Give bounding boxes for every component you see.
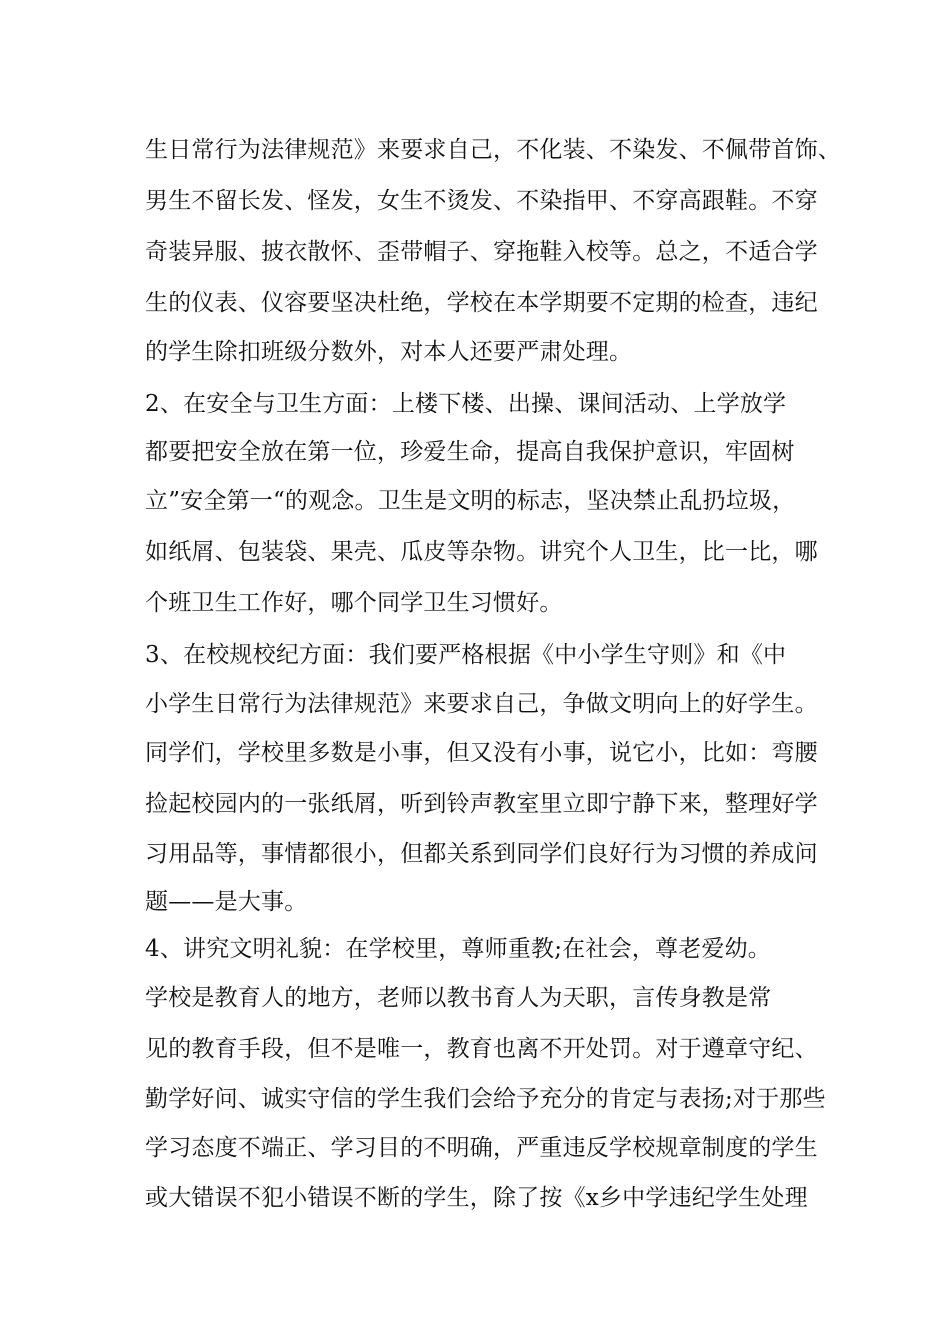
text-line: 3、在校规校纪方面：我们要严格根据《中小学生守则》和《中 xyxy=(145,642,787,668)
text-line: 2、在安全与卫生方面：上楼下楼、出操、课间活动、上学放学 xyxy=(145,391,787,417)
text-line: 的学生除扣班级分数外，对本人还要严肃处理。 xyxy=(145,339,633,365)
text-line: 4、讲究文明礼貌：在学校里，尊师重教;在社会，尊老爱幼。 xyxy=(145,936,771,962)
text-line: 学习态度不端正、学习目的不明确，严重违反学校规章制度的学生 xyxy=(145,1135,818,1161)
text-line: 男生不留长发、怪发，女生不烫发、不染指甲、不穿高跟鞋。不穿 xyxy=(145,188,818,214)
text-line: 奇装异服、披衣散怀、歪带帽子、穿拖鞋入校等。总之，不适合学 xyxy=(145,239,818,265)
text-line: 个班卫生工作好，哪个同学卫生习惯好。 xyxy=(145,590,563,616)
text-line: 题——是大事。 xyxy=(145,889,308,915)
text-line: 勤学好问、诚实守信的学生我们会给予充分的肯定与表扬;对于那些 xyxy=(145,1086,826,1112)
text-line: 同学们，学校里多数是小事，但又没有小事，说它小，比如：弯腰 xyxy=(145,740,818,766)
text-line: 学校是教育人的地方，老师以教书育人为天职，言传身教是常 xyxy=(145,985,772,1011)
text-line: 如纸屑、包装袋、果壳、瓜皮等杂物。讲究个人卫生，比一比，哪 xyxy=(145,539,818,565)
text-line: 习用品等，事情都很小，但都关系到同学们良好行为习惯的养成问 xyxy=(145,841,818,867)
text-line: 生的仪表、仪容要坚决杜绝，学校在本学期要不定期的检查，违纪 xyxy=(145,290,818,316)
text-line: 生日常行为法律规范》来要求自己，不化装、不染发、不佩带首饰、 xyxy=(145,137,841,163)
text-line: 见的教育手段，但不是唯一，教育也离不开处罚。对于遵章守纪、 xyxy=(145,1036,818,1062)
text-line: 都要把安全放在第一位，珍爱生命，提高自我保护意识，牢固树 xyxy=(145,439,795,465)
text-line: 或大错误不犯小错误不断的学生，除了按《x乡中学违纪学生处理 xyxy=(145,1185,808,1211)
text-line: 立”安全第一“的观念。卫生是文明的标志，坚决禁止乱扔垃圾， xyxy=(145,488,796,514)
text-line: 捡起校园内的一张纸屑，听到铃声教室里立即宁静下来，整理好学 xyxy=(145,791,818,817)
text-line: 小学生日常行为法律规范》来要求自己，争做文明向上的好学生。 xyxy=(145,691,818,717)
